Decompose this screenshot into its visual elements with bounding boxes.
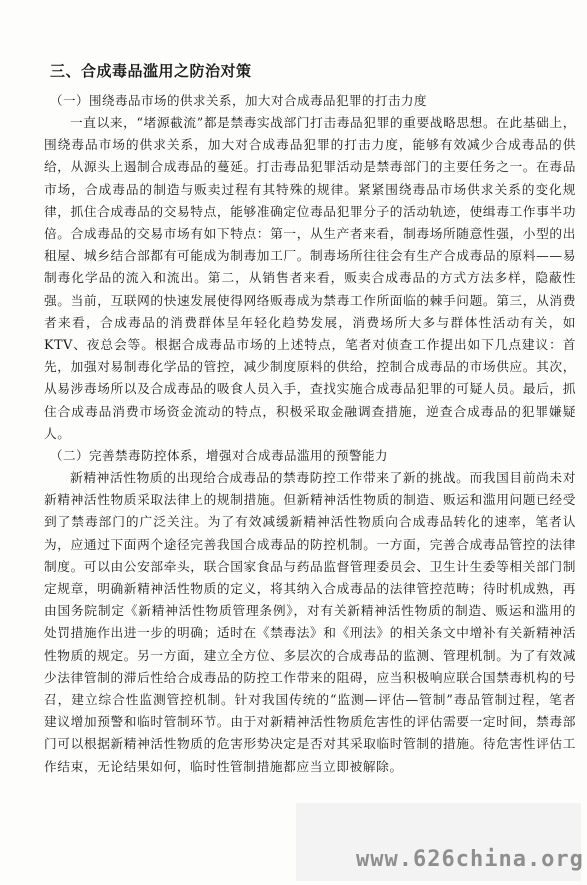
watermark-text: www.626china.org — [356, 847, 584, 872]
section-title: 三、合成毒品滥用之防治对策 — [50, 62, 252, 80]
subsection-body-2: 新精神活性物质的出现给合成毒品的禁毒防控工作带来了新的挑战。而我国目前尚未对新精神活性物质采取法律上的规制措施。但新精神活性物质的制造、贩运和滥用问题已经受到了禁毒部门的广泛关注。为了有效减缓新精神活性物质向合成毒品转化的速率，笔者认为，应通过下面两个途径完善我国合成毒品的防控机制。一方面，完善合成毒品管控的法律制度。可以由公安部牵头，联合国家食品与药品监督管理委员会、卫生计生委等相关部门制定规章，明确新精神活性物质的定义，将其纳入合成毒品的法律管控范畴；待时机成熟，再由国务院制定《新精神活性物质管理条例》，对有关新精神活性物质的制造、贩运和滥用的处罚措施作出进一步的明确；适时在《禁毒法》和《刑法》的相关条文中增补有关新精神活性物质的规定。另一方面，建立全方位、多层次的合成毒品的监测、管理机制。为了有效减少法律管制的滞后性给合成毒品的防控工作带来的阻碍，应当积极响应联合国禁毒机构的号召，建立综合性监测管控机制。针对我国传统的“监测—评估—管制”毒品管制过程，笔者建议增加预警和临时管制环节。由于对新精神活性物质危害性的评估需要一定时间，禁毒部门可以根据新精神活性物质的危害形势决定是否对其采取临时管制的措施。待危害性评估工作结束，无论结果如何，临时性管制措施都应当立即被解除。 — [44, 470, 576, 774]
subsection-heading-2: （二）完善禁毒防控体系，增强对合成毒品滥用的预警能力 — [50, 448, 389, 464]
site-watermark — [296, 803, 584, 881]
subsection-body-1: 一直以来，“堵源截流”都是禁毒实战部门打击毒品犯罪的重要战略思想。在此基础上，围绕毒品市场的供求关系，加大对合成毒品犯罪的打击力度，能够有效减少合成毒品的供给，从源头上遏制合成毒品的蔓延。打击毒品犯罪活动是禁毒部门的主要任务之一。在毒品市场，合成毒品的制造与贩卖过程有其特殊的规律。紧紧围绕毒品市场供求关系的变化规律，抓住合成毒品的交易特点，能够准确定位毒品犯罪分子的活动轨迹，使缉毒工作事半功倍。合成毒品的交易市场有如下特点：第一，从生产者来看，制毒场所随意性强，小型的出租屋、城乡结合部都有可能成为制毒加工厂。制毒场所往往会有生产合成毒品的原料——易制毒化学品的流入和流出。第二，从销售者来看，贩卖合成毒品的方式方法多样，隐蔽性强。当前，互联网的快速发展使得网络贩毒成为禁毒工作所面临的棘手问题。第三，从消费者来看，合成毒品的消费群体呈年轻化趋势发展，消费场所大多与群体性活动有关，如KTV、夜总会等。根据合成毒品市场的上述特点，笔者对侦查工作提出如下几点建议：首先，加强对易制毒化学品的管控，减少制度原料的供给，控制合成毒品的市场供应。其次，从易涉毒场所以及合成毒品的吸食人员入手，查找实施合成毒品犯罪的可疑人员。最后，抓住合成毒品消费市场资金流动的特点，积极采取金融调查措施，逆查合成毒品的犯罪嫌疑人。 — [44, 115, 576, 441]
subsection-heading-1: （一）围绕毒品市场的供求关系，加大对合成毒品犯罪的打击力度 — [50, 93, 428, 108]
document-page — [44, 30, 576, 778]
